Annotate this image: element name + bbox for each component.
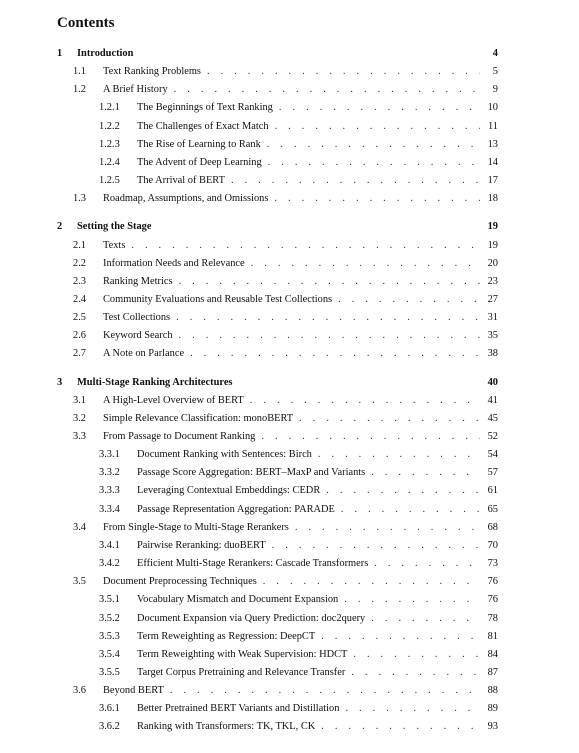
toc-entry-page: 68	[487, 521, 498, 533]
toc-entry-title: Efficient Multi-Stage Rerankers: Cascade Transformers	[137, 558, 369, 569]
toc-entry-number: 2.4	[73, 293, 86, 305]
dot-leader	[274, 190, 480, 208]
toc-entry-title: The Rise of Learning to Rank	[137, 138, 261, 150]
dot-leader	[321, 718, 480, 736]
toc-entry-number: 2.7	[73, 348, 86, 360]
toc-entry[interactable]	[99, 446, 498, 464]
toc-entry-title: Ranking Metrics	[103, 275, 173, 287]
toc-chapter[interactable]	[57, 374, 498, 392]
toc-entry[interactable]	[99, 628, 498, 646]
toc-entry-page: 23	[487, 275, 498, 287]
toc-entry-page: 45	[487, 412, 498, 424]
toc-entry[interactable]	[99, 664, 498, 682]
toc-entry[interactable]	[99, 537, 498, 555]
toc-entry-title: The Arrival of BERT	[137, 175, 225, 187]
toc-entry-page: 40	[487, 376, 498, 388]
toc-entry-page: 70	[487, 539, 498, 551]
dot-leader	[344, 591, 480, 609]
toc-entry-title: Keyword Search	[103, 330, 173, 342]
toc-entry-number: 2.2	[73, 257, 86, 269]
toc-entry-title: Passage Representation Aggregation: PARADE	[137, 503, 335, 515]
toc-entry-title: Community Evaluations and Reusable Test Collections	[103, 293, 333, 305]
toc-entry-number: 1	[57, 48, 63, 59]
toc-entry-page: 31	[487, 312, 498, 324]
dot-leader	[371, 464, 480, 482]
dot-leader	[318, 446, 480, 464]
dot-leader	[321, 628, 480, 646]
toc-entry-title: From Single-Stage to Multi-Stage Rerankers	[103, 521, 289, 533]
toc-entry-title: Vocabulary Mismatch and Document Expansion	[137, 594, 339, 606]
toc-entry-number: 2.5	[73, 312, 86, 324]
toc-entry-number: 3.4	[73, 521, 86, 533]
toc-entry-number: 2.1	[73, 239, 86, 251]
toc-entry-page: 65	[487, 503, 498, 515]
dot-leader	[250, 392, 480, 410]
toc-entry-title: Introduction	[77, 48, 134, 59]
toc-entry-number: 3.3.4	[99, 503, 120, 515]
toc-entry-page: 38	[487, 348, 498, 360]
dot-leader	[231, 172, 480, 190]
toc-entry-title: Multi-Stage Ranking Architectures	[77, 376, 233, 388]
toc-entry-page: 17	[487, 175, 498, 187]
toc-entry-number: 1.2.5	[99, 175, 120, 187]
toc-entry-title: Text Ranking Problems	[103, 66, 201, 78]
toc-entry-page: 89	[487, 703, 498, 715]
dot-leader	[176, 309, 480, 327]
toc-entry-number: 2	[57, 221, 63, 233]
toc-entry-page: 84	[487, 648, 498, 660]
toc-entry-page: 19	[487, 221, 498, 233]
toc-entry-title: Document Ranking with Sentences: Birch	[137, 449, 312, 461]
toc-entry-title: Roadmap, Assumptions, and Omissions	[103, 193, 269, 205]
toc-entry-page: 78	[487, 612, 498, 624]
toc-entry-page: 5	[492, 66, 498, 78]
toc-entry-page: 11	[487, 120, 498, 132]
toc-entry[interactable]	[99, 555, 498, 573]
toc-entry-number: 3.1	[73, 394, 86, 406]
toc-entry-number: 3	[57, 376, 63, 388]
toc-entry[interactable]	[73, 237, 498, 255]
toc-entry-number: 3.6	[73, 685, 86, 697]
toc-entry-title: Information Needs and Relevance	[103, 257, 245, 269]
toc-entry-title: Document Preprocessing Techniques	[103, 576, 257, 588]
toc-entry-title: Leveraging Contextual Embeddings: CEDR	[137, 485, 321, 497]
toc-entry[interactable]	[99, 172, 498, 190]
toc-entry[interactable]	[99, 646, 498, 664]
toc-entry-title: A Note on Parlance	[103, 348, 185, 360]
toc-entry-page: 76	[487, 594, 498, 606]
dot-leader	[345, 700, 480, 718]
dot-leader	[326, 482, 480, 500]
dot-leader	[179, 327, 480, 345]
toc-entry-number: 3.3	[73, 431, 86, 442]
toc-entry-page: 13	[487, 138, 498, 150]
toc-entry-title: A Brief History	[103, 84, 168, 96]
toc-entry-number: 3.3.3	[99, 485, 120, 497]
toc-entry-page: 10	[487, 102, 498, 114]
toc-chapter[interactable]	[57, 218, 498, 236]
toc-entry-number: 1.2.4	[99, 156, 120, 168]
toc-entry[interactable]	[73, 345, 498, 363]
dot-leader	[190, 345, 480, 363]
toc-entry[interactable]	[73, 392, 498, 410]
toc-entry-number: 3.5.4	[99, 648, 120, 660]
dot-leader	[272, 537, 480, 555]
toc-entry-page: 76	[487, 576, 498, 588]
toc-entry-title: Document Expansion via Query Prediction: doc2query	[137, 612, 366, 624]
toc-entry[interactable]	[73, 291, 498, 309]
dot-leader	[275, 118, 480, 136]
toc-entry[interactable]	[73, 190, 498, 208]
toc-entry-title: Better Pretrained BERT Variants and Distillation	[137, 703, 340, 715]
toc-entry-title: Test Collections	[103, 312, 171, 324]
toc-entry-number: 3.4.2	[99, 558, 120, 569]
toc-entry-number: 1.1	[73, 66, 86, 78]
toc-entry-page: 35	[487, 330, 498, 342]
toc-entry[interactable]	[99, 482, 498, 500]
dot-leader	[207, 63, 480, 81]
toc-entry-title: The Challenges of Exact Match	[137, 120, 269, 132]
dot-leader	[374, 555, 480, 573]
toc-entry-number: 1.2	[73, 84, 86, 96]
toc-entry[interactable]	[99, 136, 498, 154]
toc-entry-title: Term Reweighting with Weak Supervision: HDCT	[137, 648, 348, 660]
toc-entry-title: Texts	[103, 239, 126, 251]
toc-entry-number: 3.6.2	[99, 721, 120, 733]
toc-entry[interactable]	[99, 501, 498, 519]
toc-entry-page: 57	[487, 467, 498, 479]
toc-entry[interactable]	[99, 118, 498, 136]
toc-entry[interactable]	[73, 428, 498, 446]
dot-leader	[353, 646, 480, 664]
toc-entry[interactable]	[73, 327, 498, 345]
toc-entry[interactable]	[99, 718, 498, 736]
toc-entry[interactable]	[73, 410, 498, 428]
toc-entry-page: 4	[492, 48, 498, 59]
toc-entry[interactable]	[73, 519, 498, 537]
toc-entry-number: 1.2.3	[99, 138, 120, 150]
dot-leader	[251, 255, 480, 273]
toc-entry-number: 1.3	[73, 193, 86, 205]
toc-entry-page: 61	[487, 485, 498, 497]
toc-entry[interactable]	[99, 464, 498, 482]
toc-entry[interactable]	[73, 273, 498, 291]
toc-entry[interactable]	[99, 99, 498, 117]
toc-entry-number: 3.4.1	[99, 539, 120, 551]
dot-leader	[279, 99, 480, 117]
toc-entry-number: 3.3.1	[99, 449, 120, 461]
toc-entry-title: Beyond BERT	[103, 685, 164, 697]
toc-entry-page: 9	[492, 84, 498, 96]
toc-entry-number: 2.3	[73, 275, 86, 287]
toc-entry[interactable]	[73, 81, 498, 99]
toc-chapter[interactable]	[57, 45, 498, 63]
toc-entry-number: 3.2	[73, 412, 86, 424]
dot-leader	[261, 428, 480, 446]
dot-leader	[267, 136, 480, 154]
dot-leader	[351, 664, 480, 682]
dot-leader	[170, 682, 480, 700]
toc-entry-page: 14	[487, 156, 498, 168]
toc-entry-number: 1.2.1	[99, 102, 120, 114]
toc-entry[interactable]	[99, 591, 498, 609]
toc-entry[interactable]	[73, 63, 498, 81]
toc-entry-page: 18	[487, 193, 498, 205]
toc-entry-number: 3.5.1	[99, 594, 120, 606]
toc-entry-number: 3.5.2	[99, 612, 120, 624]
toc-entry[interactable]	[99, 700, 498, 718]
toc-entry-page: 20	[487, 257, 498, 269]
dot-leader	[299, 410, 480, 428]
toc-entry-page: 41	[487, 394, 498, 406]
dot-leader	[338, 291, 480, 309]
toc-entry-title: The Beginnings of Text Ranking	[137, 102, 273, 114]
toc-entry-title: Term Reweighting as Regression: DeepCT	[137, 630, 316, 642]
dot-leader	[371, 610, 480, 628]
toc-entry-number: 3.3.2	[99, 467, 120, 479]
toc-entry[interactable]	[99, 610, 498, 628]
dot-leader	[295, 519, 480, 537]
toc-entry-number: 3.5	[73, 576, 86, 588]
dot-leader	[179, 273, 480, 291]
toc-entry-page: 27	[487, 293, 498, 305]
toc-entry-title: Target Corpus Pretraining and Relevance Transfer	[137, 666, 346, 678]
toc-entry-title: Passage Score Aggregation: BERT–MaxP and Variants	[137, 467, 366, 479]
toc-entry-page: 88	[487, 685, 498, 697]
toc-entry-page: 52	[487, 431, 498, 442]
dot-leader	[263, 573, 480, 591]
toc-entry-title: Ranking with Transformers: TK, TKL, CK	[137, 721, 316, 733]
dot-leader	[174, 81, 480, 99]
toc-entry[interactable]	[73, 255, 498, 273]
toc-entry-page: 54	[487, 449, 498, 461]
toc-entry-number: 1.2.2	[99, 120, 120, 132]
toc-entry[interactable]	[99, 154, 498, 172]
toc-entry-page: 19	[487, 239, 498, 251]
toc-entry-title: Setting the Stage	[77, 221, 152, 233]
toc-entry-page: 93	[487, 721, 498, 733]
toc-entry-number: 3.6.1	[99, 703, 120, 715]
contents-heading: Contents	[57, 15, 115, 31]
dot-leader	[341, 501, 480, 519]
toc-entry-title: Pairwise Reranking: duoBERT	[137, 539, 266, 551]
toc-entry-title: From Passage to Document Ranking	[103, 431, 256, 442]
toc-entry-number: 3.5.5	[99, 666, 120, 678]
toc-entry-page: 73	[487, 558, 498, 569]
toc-entry[interactable]	[73, 309, 498, 327]
toc-entry-page: 81	[487, 630, 498, 642]
dot-leader	[268, 154, 480, 172]
toc-entry-number: 3.5.3	[99, 630, 120, 642]
toc-entry[interactable]	[73, 682, 498, 700]
toc-entry-page: 87	[487, 666, 498, 678]
dot-leader	[131, 237, 480, 255]
toc-entry-title: Simple Relevance Classification: monoBERT	[103, 412, 294, 424]
toc-entry[interactable]	[73, 573, 498, 591]
toc-entry-number: 2.6	[73, 330, 86, 342]
toc-entry-title: The Advent of Deep Learning	[137, 156, 262, 168]
toc-entry-title: A High-Level Overview of BERT	[103, 394, 244, 406]
